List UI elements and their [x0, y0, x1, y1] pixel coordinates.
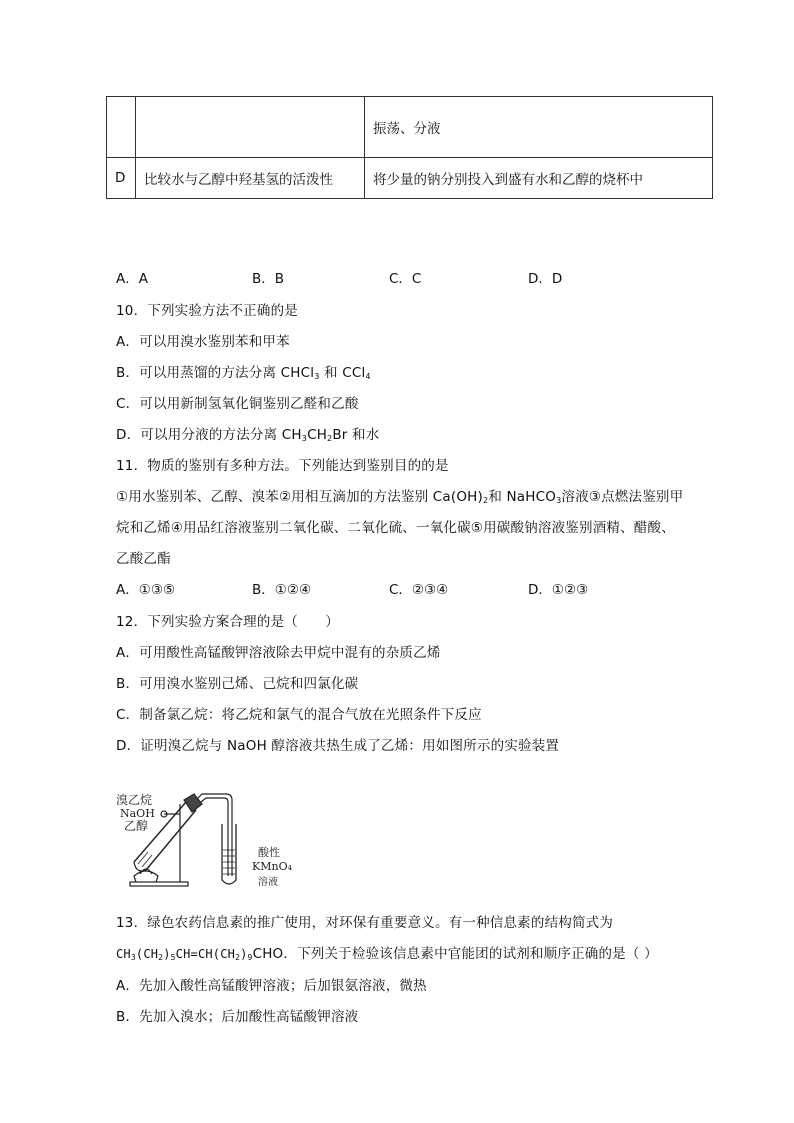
text: 和 NaHCO — [488, 489, 557, 505]
subscript: 5 — [170, 953, 176, 962]
table-cell-label: D — [107, 158, 136, 199]
option-a[interactable]: A．A — [116, 271, 148, 287]
q10-stem: 10．下列实验方法不正确的是 — [116, 303, 298, 319]
subscript: 2 — [235, 953, 241, 962]
q10-option-b[interactable] — [116, 364, 371, 382]
table-cell-purpose — [136, 97, 365, 158]
subscript: 2 — [158, 953, 164, 962]
text: 和 CCl — [319, 365, 366, 381]
label-solution-2: KMnO₄ — [252, 860, 292, 873]
table-cell-method: 将少量的钠分别投入到盛有水和乙醇的烧杯中 — [365, 158, 713, 199]
table-cell-label — [107, 97, 136, 158]
option-c[interactable]: C．②③④ — [389, 582, 449, 598]
option-a[interactable]: A．①③⑤ — [116, 582, 176, 598]
label-solution-1: 酸性 — [258, 846, 280, 859]
text: ①用水鉴别苯、乙醇、溴苯②用相互滴加的方法鉴别 Ca(OH) — [116, 489, 484, 505]
label-solution-3: 溶液 — [258, 877, 278, 888]
subscript: 2 — [483, 496, 489, 505]
text: B．可以用蒸馏的方法分离 CHCl — [116, 365, 315, 381]
q13-option-b[interactable]: B．先加入溴水；后加酸性高锰酸钾溶液 — [116, 1009, 359, 1025]
text: ) — [163, 947, 171, 961]
text: Br 和水 — [332, 427, 380, 443]
q10-option-a[interactable]: A．可以用溴水鉴别苯和甲苯 — [116, 334, 290, 350]
q12-option-c[interactable]: C．制备氯乙烷：将乙烷和氯气的混合气放在光照条件下反应 — [116, 707, 482, 723]
subscript: 4 — [365, 372, 371, 381]
q12-stem: 12．下列实验方案合理的是（ ） — [116, 614, 340, 630]
options-table — [106, 96, 713, 199]
subscript: 2 — [327, 434, 333, 443]
text: CH — [307, 427, 328, 443]
subscript: 3 — [130, 953, 136, 962]
subscript: 9 — [247, 953, 253, 962]
q13-option-a[interactable]: A．先加入酸性高锰酸钾溶液；后加银氨溶液，微热 — [116, 978, 427, 994]
table-cell-method: 振荡、分液 — [365, 97, 713, 158]
table-row — [107, 158, 713, 199]
text: ) — [240, 947, 248, 961]
text: D．可以用分液的方法分离 CH — [116, 427, 302, 443]
label-reagent-2: NaOH — [120, 807, 155, 820]
q11-stem: 11．物质的鉴别有多种方法。下列能达到鉴别目的的是 — [116, 458, 449, 474]
q13-formula-line — [116, 945, 658, 963]
text: CH=CH(CH — [175, 947, 236, 961]
q11-body-line: 乙酸乙酯 — [116, 551, 171, 567]
text: CH — [116, 947, 131, 961]
table-row — [107, 97, 713, 158]
q11-body-line: 烷和乙烯④用品红溶液鉴别二氧化碳、二氧化硫、一氧化碳⑤用碳酸钠溶液鉴别酒精、醋酸、 — [116, 520, 675, 536]
subscript: 3 — [314, 372, 320, 381]
option-c[interactable]: C．C — [389, 271, 422, 287]
table-cell-purpose: 比较水与乙醇中羟基氢的活泼性 — [136, 158, 365, 199]
apparatus-figure — [112, 784, 302, 894]
text: 溶液③点燃法鉴别甲 — [561, 489, 684, 505]
label-reagent-1: 溴乙烷 — [116, 793, 153, 807]
label-reagent-3: 乙醇 — [124, 819, 149, 833]
text: CHO．下列关于检验该信息素中官能团的试剂和顺序正确的是（ ） — [252, 946, 658, 962]
text: (CH — [135, 947, 159, 961]
subscript: 3 — [556, 496, 562, 505]
option-d[interactable]: D．①②③ — [528, 582, 589, 598]
option-d[interactable]: D．D — [528, 271, 563, 287]
option-b[interactable]: B．B — [252, 271, 285, 287]
subscript: 3 — [301, 434, 308, 443]
q12-option-b[interactable]: B．可用溴水鉴别己烯、己烷和四氯化碳 — [116, 676, 359, 692]
q12-option-d[interactable]: D．证明溴乙烷与 NaOH 醇溶液共热生成了乙烯：用如图所示的实验装置 — [116, 738, 560, 754]
option-b[interactable]: B．①②④ — [252, 582, 312, 598]
q12-option-a[interactable]: A．可用酸性高锰酸钾溶液除去甲烷中混有的杂质乙烯 — [116, 645, 441, 661]
q11-body-line — [116, 488, 683, 506]
q10-option-d[interactable] — [116, 426, 379, 444]
q10-option-c[interactable]: C．可以用新制氢氧化铜鉴别乙醛和乙酸 — [116, 396, 359, 412]
q13-stem: 13．绿色农药信息素的推广使用，对环保有重要意义。有一种信息素的结构简式为 — [116, 915, 614, 931]
